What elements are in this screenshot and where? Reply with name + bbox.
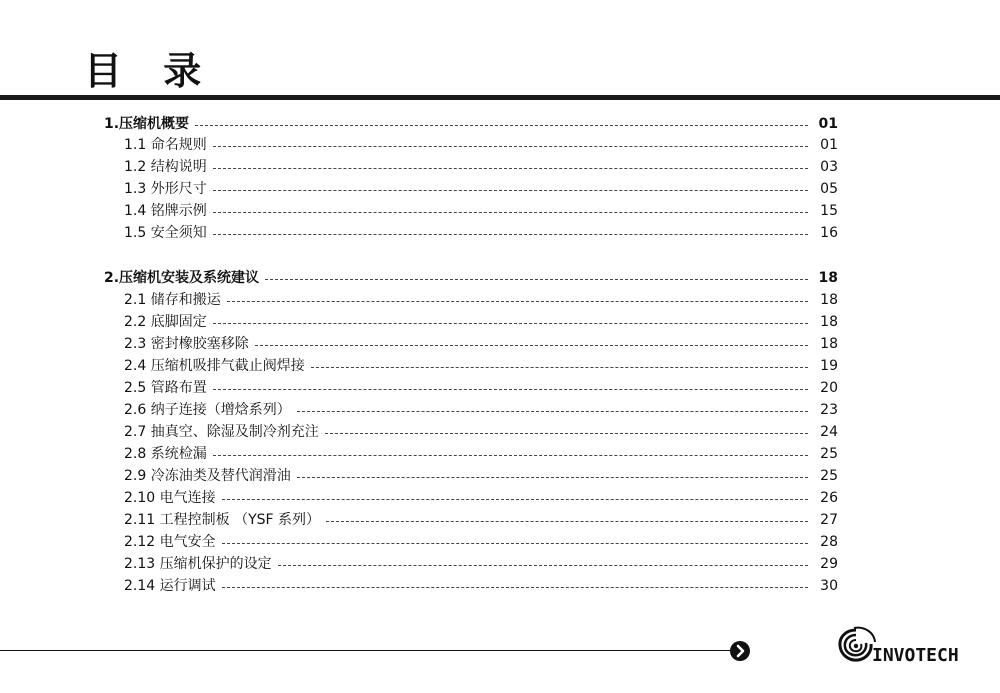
toc-item-2-10[interactable]	[0, 487, 1000, 509]
toc-page-number: 23	[820, 402, 838, 418]
toc-page-number: 26	[820, 490, 838, 506]
toc-item-1-5[interactable]	[0, 222, 1000, 244]
toc-leader	[265, 279, 808, 280]
toc-item-1-4[interactable]	[0, 200, 1000, 222]
toc-item-label: 2.13 压缩机保护的设定	[124, 553, 276, 575]
toc-item-label: 2.1 储存和搬运	[124, 289, 225, 311]
toc-item-label: 2.7 抽真空、除湿及制冷剂充注	[124, 421, 323, 443]
next-page-button[interactable]	[730, 641, 750, 661]
toc-section-label: 2.压缩机安装及系统建议	[104, 267, 263, 289]
brand-name: INVOTECH	[872, 645, 959, 666]
toc-item-2-6[interactable]	[0, 399, 1000, 421]
toc-item-label: 1.5 安全须知	[124, 222, 211, 244]
toc-page-number: 03	[820, 159, 838, 175]
toc-leader	[326, 521, 808, 522]
toc-page-number: 25	[820, 446, 838, 462]
toc-item-2-11[interactable]	[0, 509, 1000, 531]
toc-leader	[213, 212, 808, 213]
toc-item-label: 1.4 铭牌示例	[124, 200, 211, 222]
toc-page-number: 28	[820, 534, 838, 550]
toc-item-label: 2.9 冷冻油类及替代润滑油	[124, 465, 295, 487]
toc-leader	[227, 301, 808, 302]
toc-item-2-4[interactable]	[0, 355, 1000, 377]
toc-leader	[325, 433, 808, 434]
next-arrow-icon	[730, 641, 750, 661]
toc-leader	[213, 190, 808, 191]
toc-section-label: 1.压缩机概要	[104, 113, 193, 135]
toc-page-number: 05	[820, 181, 838, 197]
toc-page-number: 01	[820, 137, 838, 153]
toc-item-label: 2.2 底脚固定	[124, 311, 211, 333]
toc-item-2-3[interactable]	[0, 333, 1000, 355]
toc-leader	[213, 234, 808, 235]
toc-item-2-9[interactable]	[0, 465, 1000, 487]
toc-item-2-12[interactable]	[0, 531, 1000, 553]
toc-item-label: 1.3 外形尺寸	[124, 178, 211, 200]
toc-item-2-14[interactable]	[0, 575, 1000, 597]
toc-page-number: 18	[820, 314, 838, 330]
toc-leader	[213, 389, 808, 390]
toc-item-2-8[interactable]	[0, 443, 1000, 465]
toc-page-number: 27	[820, 512, 838, 528]
toc-page-number: 25	[820, 468, 838, 484]
toc-leader	[278, 565, 808, 566]
toc-item-2-1[interactable]	[0, 289, 1000, 311]
toc-leader	[222, 587, 808, 588]
toc-leader	[213, 323, 808, 324]
toc-leader	[213, 146, 808, 147]
toc-item-label: 2.12 电气安全	[124, 531, 220, 553]
toc-item-label: 1.2 结构说明	[124, 156, 211, 178]
toc-item-1-3[interactable]	[0, 178, 1000, 200]
toc-section-2[interactable]	[0, 267, 1000, 289]
title-divider	[0, 95, 1000, 100]
toc-page-number: 20	[820, 380, 838, 396]
toc-item-label: 2.14 运行调试	[124, 575, 220, 597]
toc-item-label: 2.8 系统检漏	[124, 443, 211, 465]
toc-section-1[interactable]	[0, 113, 1000, 135]
toc-leader	[222, 499, 808, 500]
toc-item-1-2[interactable]	[0, 156, 1000, 178]
toc-item-label: 2.11 工程控制板 （YSF 系列）	[124, 509, 324, 531]
toc-leader	[222, 543, 808, 544]
toc-page-number: 18	[818, 270, 838, 286]
toc-leader	[297, 411, 808, 412]
toc-item-2-13[interactable]	[0, 553, 1000, 575]
toc-page-number: 24	[820, 424, 838, 440]
footer-divider	[0, 650, 735, 651]
toc-page-number: 15	[820, 203, 838, 219]
toc-item-label: 2.3 密封橡胶塞移除	[124, 333, 253, 355]
page-title: 目 录	[84, 49, 216, 93]
toc-page-number: 18	[820, 336, 838, 352]
toc-item-2-5[interactable]	[0, 377, 1000, 399]
toc-item-1-1[interactable]	[0, 134, 1000, 156]
toc-leader	[297, 477, 808, 478]
toc-page-number: 29	[820, 556, 838, 572]
toc-item-label: 2.10 电气连接	[124, 487, 220, 509]
toc-page-number: 30	[820, 578, 838, 594]
toc-leader	[213, 455, 808, 456]
toc-page-number: 16	[820, 225, 838, 241]
toc-item-label: 2.4 压缩机吸排气截止阀焊接	[124, 355, 309, 377]
toc-item-2-7[interactable]	[0, 421, 1000, 443]
toc-item-label: 2.6 纳子连接（增焓系列）	[124, 399, 295, 421]
toc-item-label: 2.5 管路布置	[124, 377, 211, 399]
toc-leader	[195, 125, 808, 126]
toc-page-number: 19	[820, 358, 838, 374]
toc-item-2-2[interactable]	[0, 311, 1000, 333]
toc-leader	[255, 345, 808, 346]
toc-item-label: 1.1 命名规则	[124, 134, 211, 156]
toc-leader	[311, 367, 808, 368]
toc-page-number: 01	[818, 116, 838, 132]
toc-page-number: 18	[820, 292, 838, 308]
toc-leader	[213, 168, 808, 169]
